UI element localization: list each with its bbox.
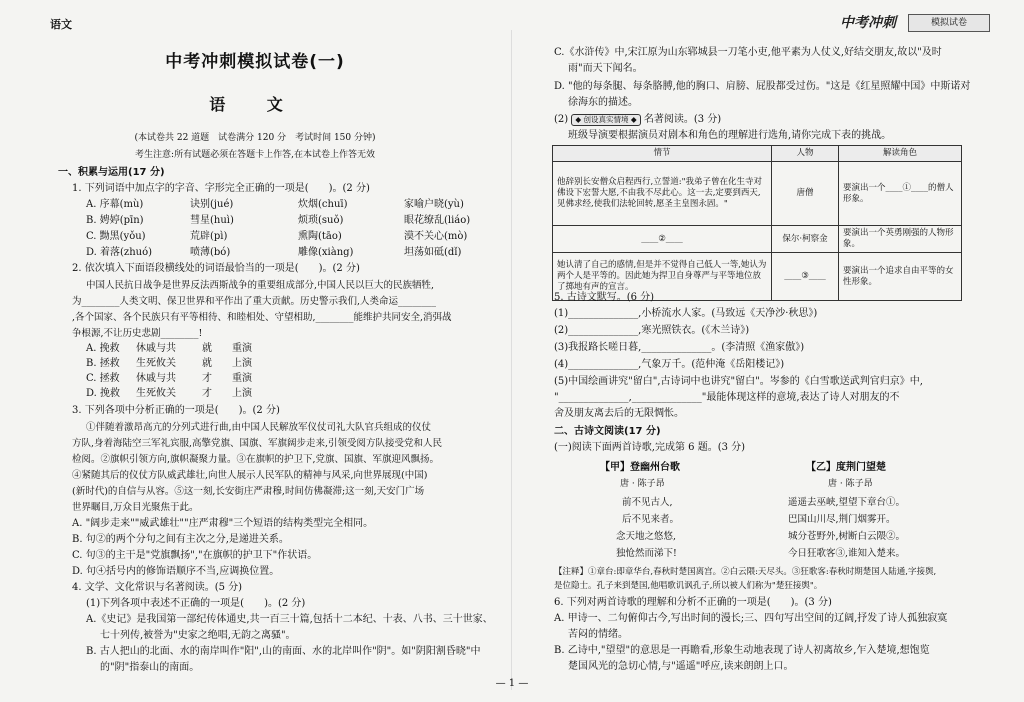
q1-a1: A. 序幕(mù) [86,199,144,210]
q1-b1: B. 娉婷(pīn) [86,215,144,226]
q2-c2: 休戚与共 [136,373,176,384]
q4-d-line-1: D. "他的每条腿、每条胳膊,他的胸口、肩膀、屁股都受过伤。"这是《红星照耀中国》中斯诺对 [554,81,971,92]
table-row [553,162,962,226]
poem-2-line-4: 今日狂歌客③,谁知入楚来。 [788,548,906,559]
q3-stem: 3. 下列各项中分析正确的一项是( )。(2 分) [72,405,280,416]
q2-d3: 才 [202,388,212,399]
q3-line-4: ④紧随其后的仪仗方队威武雄壮,向世人展示人民军队的精神与风采,向世界展现(中国) [72,470,428,481]
q5-line-7: 舍及朋友离去后的无限惆怅。 [554,408,684,419]
q2-a3: 就 [202,343,212,354]
q4-2-suffix: 名著阅读。(3 分) [643,114,722,125]
q4-line-3: B. 古人把山的北面、水的南岸叫作"阳",山的南面、水的北岸叫作"阴"。如"阴阳割昏晓"中 [86,646,481,657]
cell-plot[interactable]: ____②____ [553,226,772,253]
poem-2-author: 唐 · 陈子昂 [828,479,873,489]
q2-d4: 上演 [232,388,252,399]
q2-a4: 重演 [232,343,252,354]
q4-c-line-2: 雨"而天下闻名。 [568,63,643,74]
q4-2-heading [554,113,721,126]
q2-a1: A. 挽救 [86,343,120,354]
q3-line-2: 方队,身着海陆空三军礼宾服,高擎党旗、国旗、军旗阔步走来,引领受阅方队接受党和人民 [72,438,443,449]
q2-c1: C. 拯救 [86,373,120,384]
q6-a-line-2: 苦闷的情绪。 [568,629,628,640]
q1-c2: 荒辟(pì) [190,231,228,242]
q1-d1: D. 着落(zhuó) [86,247,152,258]
logo-text: 中考冲刺 [840,15,896,31]
q4-c-line-1: C.《水浒传》中,宋江原为山东郓城县一刀笔小吏,他平素为人仗义,好结交朋友,故以"及时 [554,47,942,58]
q4-line-2: 七十列传,被誉为"史家之绝唱,无韵之离骚"。 [100,630,296,641]
q5-line-4[interactable]: (4)______________,气象万千。(范仲淹《岳阳楼记》) [554,359,785,370]
paper-notice: 考生注意:所有试题必须在答题卡上作答,在本试卷上作答无效 [135,150,375,160]
poem-1-author: 唐 · 陈子昂 [620,479,665,489]
q1-d2: 喷薄(bó) [190,247,231,258]
cell-person: 唐僧 [772,162,839,226]
page-number: — 1 — [495,678,529,689]
q3-option-d: D. 句④括号内的修饰语顺序不当,应调换位置。 [72,566,280,577]
q2-b2: 生死攸关 [136,358,176,369]
table-row [553,226,962,253]
q6-stem: 6. 下列对两首诗歌的理解和分析不正确的一项是( )。(3 分) [554,597,832,608]
q5-line-2[interactable]: (2)______________,寒光照铁衣。(《木兰诗》) [554,325,750,336]
q2-line-2: 为________人类文明、保卫世界和平作出了重大贡献。历史警示我们,人类命运________ [72,296,437,307]
q4-2-intro: 班级导演要根据演员对剧本和角色的理解进行选角,请你完成下表的挑战。 [568,130,892,141]
q4-d-line-2: 徐海东的描述。 [568,97,638,108]
q4-sub1: (1)下列各项中表述不正确的一项是( )。(2 分) [86,598,306,609]
paper-title: 中考冲刺模拟试卷(一) [165,52,345,72]
q1-c4: 漠不关心(mò) [404,231,468,242]
cell-plot: 她认清了自己的感情,但是并不觉得自己低人一等,她认为两个人是平等的。因此她为捍卫自身尊严与平等地位放了掷地有声的宣言。 [553,253,772,301]
q5-line-1[interactable]: (1)______________,小桥流水人家。(马致远《天净沙·秋思》) [554,308,818,319]
th-plot: 情节 [553,146,772,162]
poem-1-line-3: 念天地之悠悠, [616,531,677,542]
q2-c3: 才 [202,373,212,384]
brand-logo [836,10,992,36]
q2-line-3: ,各个国家、各个民族只有平等相待、和睦相处、守望相助,________能维护共同安全,消弭战 [72,312,452,323]
poem-1-line-4: 独怆然而涕下! [616,548,677,559]
q2-line-4: 争根源,不让历史悲剧________! [72,328,203,339]
q2-d1: D. 挽救 [86,388,121,399]
cell-reading: 要演出一个追求自由平等的女性形象。 [839,253,962,301]
q1-stem: 1. 下列词语中加点字的字音、字形完全正确的一项是( )。(2 分) [72,183,370,194]
q1-a3: 炊烟(chuī) [298,199,348,210]
poem-2-line-1: 遥遥去巫峡,望望下章台①。 [788,497,906,508]
q3-line-3: 检阅。②旗帜引领方向,旗帜凝聚力量。③在旗帜的护卫下,党旗、国旗、军旗迎风飘扬。 [72,454,440,465]
cell-reading: 要演出一个____①____的僧人形象。 [839,162,962,226]
subject-tag: 语文 [50,18,72,31]
q4-line-4: 的"阴"指泰山的南面。 [100,662,200,673]
notes-line-1: 【注释】①章台:即章华台,春秋时楚国离宫。②白云隈:天尽头。③狂歌客:春秋时期楚国人陆通,字接舆, [554,567,937,577]
q2-line-1: 中国人民抗日战争是世界反法西斯战争的重要组成部分,中国人民以巨大的民族牺牲, [86,280,435,291]
q1-b4: 眼花缭乱(liáo) [404,215,471,226]
q3-option-b: B. 句②的两个分句之间有主次之分,是递进关系。 [72,534,289,545]
q3-line-1: ①伴随着激昂高亢的分列式进行曲,由中国人民解放军仪仗司礼大队官兵组成的仪仗 [86,422,432,433]
q5-line-5: (5)中国绘画讲究"留白",古诗词中也讲究"留白"。岑参的《白雪歌送武判官归京》中, [554,376,923,387]
th-reading: 解读角色 [839,146,962,162]
q5-line-6[interactable]: "______________,______________"最能体现这样的意境,表达了诗人对朋友的不 [554,392,900,403]
logo-badge: 模拟试卷 [908,14,990,32]
paper-subject: 语 文 [209,95,301,114]
poem-2-line-3: 城分苍野外,树断白云隈②。 [788,531,906,542]
q6-a-line-1: A. 甲诗一、二句俯仰古今,写出时间的漫长;三、四句写出空间的辽阔,抒发了诗人孤独寂寞 [554,613,948,624]
paper-info: (本试卷共 22 道题 试卷满分 120 分 考试时间 150 分钟) [134,133,376,143]
section-1-heading: 一、积累与运用(17 分) [58,167,165,178]
real-context-tag: ◆ 创设真实情境 ◆ [571,114,640,126]
q5-stem: 5. 古诗文默写。(6 分) [554,292,655,303]
notes-line-2: 是位隐士。孔子来到楚国,他唱歌讥讽孔子,所以被人们称为"楚狂接舆"。 [554,581,823,591]
q3-option-c: C. 句③的主干是"党旗飘扬","在旗帜的护卫下"作状语。 [72,550,318,561]
th-person: 人物 [772,146,839,162]
q3-line-5: (新时代)的自信与从容。⑤这一刻,长安街庄严肃穆,时间仿佛凝滞;这一刻,天安门广场 [72,486,425,497]
poem-2-line-2: 巴国山川尽,荆门烟雾开。 [788,514,896,525]
table-header-row [553,146,962,162]
q5-line-3[interactable]: (3)我报路长嗟日暮,______________。(李清照《渔家傲》) [554,342,805,353]
q2-d2: 生死攸关 [136,388,176,399]
q3-line-6: 世界瞩目,万众目光聚焦于此。 [72,502,199,513]
q1-c1: C. 黝黑(yǒu) [86,231,146,242]
cell-reading: 要演出一个英勇刚强的人物形象。 [839,226,962,253]
q6-b-line-2: 楚国风光的急切心情,与"遥遥"呼应,读来朗朗上口。 [568,661,794,672]
q1-a4: 家喻户晓(yù) [404,199,464,210]
q2-a2: 休戚与共 [136,343,176,354]
q4-line-1: A.《史记》是我国第一部纪传体通史,共一百三十篇,包括十二本纪、十表、八书、三十世家、 [86,614,493,625]
poem-1-line-1: 前不见古人, [622,497,673,508]
q2-b1: B. 拯救 [86,358,120,369]
q1-d4: 坦荡如砥(dǐ) [404,247,462,258]
section-2-heading: 二、古诗文阅读(17 分) [554,426,661,437]
q2-b3: 就 [202,358,212,369]
q2-stem: 2. 依次填入下面语段横线处的词语最恰当的一项是( )。(2 分) [72,263,360,274]
q3-option-a: A. "阔步走来""威武雄壮""庄严肃穆"三个短语的结构类型完全相同。 [72,518,374,529]
cell-person[interactable]: ____③____ [772,253,839,301]
q2-c4: 重演 [232,373,252,384]
poem-2-title: 【乙】度荆门望楚 [806,462,886,473]
q1-d3: 雕像(xiàng) [298,247,354,258]
cell-plot: 他辞别长安僧众启程西行,立誓道:"我弟子曾在化生寺对佛设下宏誓大愿,不由我不尽此心。这一去,定要到西天,见佛求经,使我们法轮回转,愿圣主皇图永固。" [553,162,772,226]
poem-1-title: 【甲】登幽州台歌 [600,462,680,473]
q1-a2: 诀别(jué) [190,199,234,210]
poem-1-line-2: 后不见来者。 [622,514,680,525]
cell-person: 保尔·柯察金 [772,226,839,253]
column-divider [511,30,512,690]
q1-b3: 烦琐(suǒ) [298,215,344,226]
casting-table [552,145,962,301]
q1-c3: 熏陶(tāo) [298,231,342,242]
q4-2-prefix: (2) [554,114,569,125]
q2-b4: 上演 [232,358,252,369]
q6-b-line-1: B. 乙诗中,"望望"的意思是一再瞻看,形象生动地表现了诗人初离故乡,乍入楚境,想饱览 [554,645,930,656]
q4-stem: 4. 文学、文化常识与名著阅读。(5 分) [72,582,243,593]
sub-section-1: (一)阅读下面两首诗歌,完成第 6 题。(3 分) [554,442,746,453]
q1-b2: 彗星(huì) [190,215,234,226]
